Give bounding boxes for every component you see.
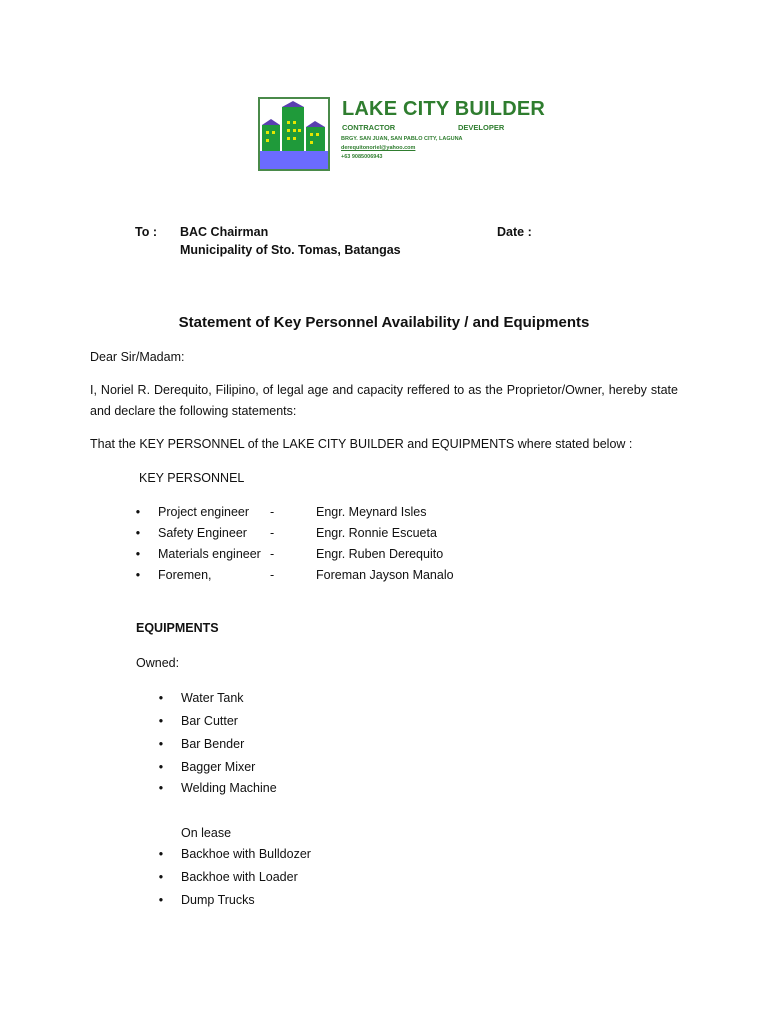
equipment-name: Backhoe with Bulldozer [181,847,311,861]
bullet-icon: • [158,847,164,861]
bullet-icon: • [158,870,164,884]
equipment-name: Water Tank [181,691,244,705]
bullet-icon: • [158,714,164,728]
personnel-role: Safety Engineer [158,526,247,540]
personnel-dash: - [270,505,275,519]
statement-paragraph: That the KEY PERSONNEL of the LAKE CITY BUILDER and EQUIPMENTS where stated below : [90,437,633,451]
equipment-name: Bar Cutter [181,714,238,728]
date-label: Date : [497,225,532,239]
company-address: BRGY. SAN JUAN, SAN PABLO CITY, LAGUNA [341,136,463,142]
bullet-icon: • [158,781,164,795]
bullet-icon: • [158,760,164,774]
bullet-icon: • [158,691,164,705]
key-personnel-heading: KEY PERSONNEL [139,471,245,485]
personnel-dash: - [270,568,275,582]
personnel-dash: - [270,526,275,540]
personnel-role: Materials engineer [158,547,261,561]
document-title: Statement of Key Personnel Availability / and Equipments [178,314,590,331]
personnel-role: Project engineer [158,505,250,519]
personnel-role: Foremen, [158,568,212,582]
intro-paragraph: I, Noriel R. Derequito, Filipino, of legal age and capacity reffered to as the Proprietor/Owner, hereby state and declare the following statements: [90,383,678,418]
company-phone: +63 9085006943 [341,154,383,160]
personnel-name: Engr. Ruben Derequito [316,547,444,561]
equipment-name: Bagger Mixer [181,760,256,774]
equipments-heading: EQUIPMENTS [136,621,219,635]
buildings-logo-icon [260,99,328,169]
company-role-developer: DEVELOPER [458,123,505,132]
bullet-icon: • [158,737,164,751]
personnel-name: Foreman Jayson Manalo [316,568,454,582]
bullet-icon: • [135,505,141,519]
personnel-name: Engr. Ronnie Escueta [316,526,437,540]
company-name: LAKE CITY BUILDER [342,98,546,120]
addressee-office: Municipality of Sto. Tomas, Batangas [180,243,401,257]
lease-label: On lease [181,826,232,840]
equipment-name: Bar Bender [181,737,245,751]
personnel-dash: - [270,547,275,561]
equipment-name: Backhoe with Loader [181,870,298,884]
company-logo [258,97,330,171]
equipment-name: Dump Trucks [181,893,255,907]
bullet-icon: • [135,568,141,582]
bullet-icon: • [158,893,164,907]
company-role-contractor: CONTRACTOR [342,123,396,132]
personnel-name: Engr. Meynard Isles [316,505,427,519]
to-label: To : [135,225,157,239]
owned-label: Owned: [136,656,180,670]
salutation: Dear Sir/Madam: [90,350,185,364]
company-email: derequitonoriel@yahoo.com [341,145,416,151]
bullet-icon: • [135,547,141,561]
equipment-name: Welding Machine [181,781,277,795]
bullet-icon: • [135,526,141,540]
addressee-title: BAC Chairman [180,225,269,239]
